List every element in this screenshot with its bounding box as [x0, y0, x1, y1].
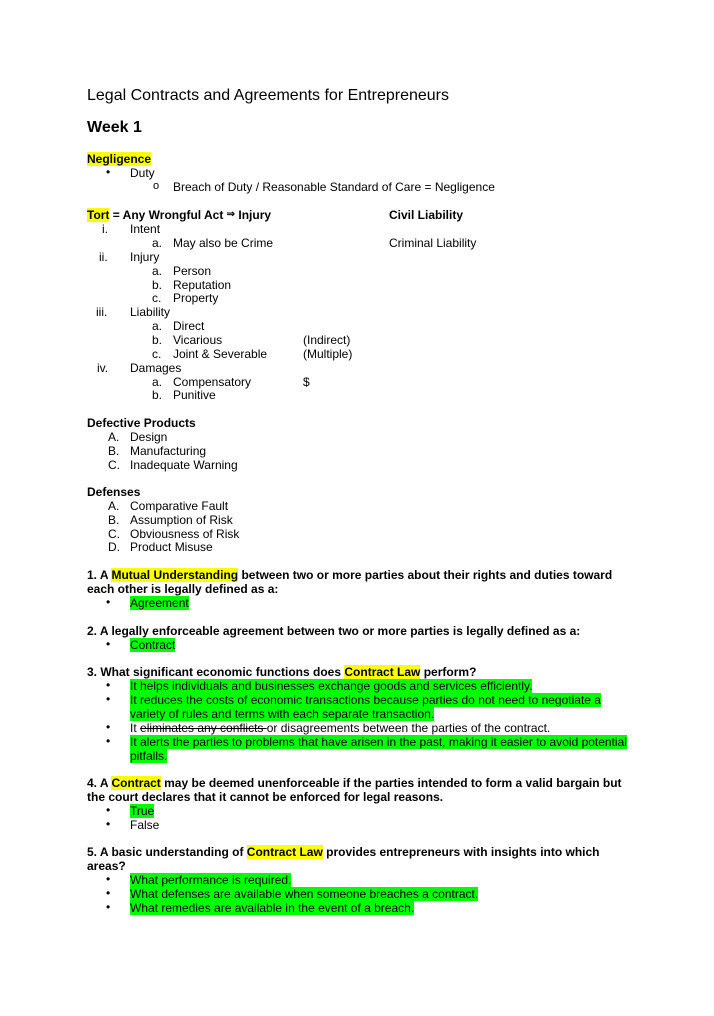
tort-item-note: (Multiple) [303, 347, 353, 361]
answer-highlight: What remedies are available in the event of a breach. [130, 901, 415, 915]
list-letter: C. [108, 527, 120, 541]
item-letter: a. [152, 264, 163, 278]
bullet-icon: • [106, 637, 111, 651]
answer-highlight: It alerts the parties to problems that have arisen in the past, making it easier to avoid potential [130, 735, 627, 749]
circle-bullet-icon: o [153, 180, 160, 192]
answer-highlight: True [130, 804, 155, 818]
tort-item: Person [173, 264, 212, 278]
question-highlight: Contract [111, 776, 161, 790]
answer-3-b-line-2 [130, 707, 434, 721]
bullet-icon: • [106, 692, 111, 706]
answer-text: It [130, 721, 141, 735]
question-text: 1. A [87, 568, 112, 582]
question-5 [87, 845, 600, 859]
answer-3-b [130, 693, 601, 707]
item-letter: b. [152, 278, 163, 292]
negligence-breach: Breach of Duty / Reasonable Standard of Care = Negligence [173, 180, 495, 194]
question-4-line-2: the court declares that it cannot be enforced for legal reasons. [87, 790, 444, 804]
tort-item: Punitive [173, 388, 216, 402]
question-1-line-2: each other is legally defined as a: [87, 582, 279, 596]
list-item: Product Misuse [130, 540, 213, 554]
list-letter: D. [108, 540, 120, 554]
bullet-icon: • [106, 595, 111, 609]
tort-section-label: Liability [130, 305, 171, 319]
list-item: Manufacturing [130, 444, 207, 458]
question-text: between two or more parties about their rights and duties toward [238, 568, 613, 582]
document-title: Legal Contracts and Agreements for Entrepreneurs [87, 87, 449, 104]
question-2: 2. A legally enforceable agreement between two or more parties is legally defined as a: [87, 624, 581, 638]
item-letter: c. [152, 347, 162, 361]
tort-item: Reputation [173, 278, 232, 292]
bullet-icon: • [106, 678, 111, 692]
bullet-icon: • [106, 720, 111, 734]
item-letter: a. [152, 375, 163, 389]
item-letter: a. [152, 236, 163, 250]
list-item: Assumption of Risk [130, 513, 233, 527]
tort-item: Joint & Severable [173, 347, 268, 361]
list-letter: C. [108, 458, 120, 472]
list-letter: A. [108, 499, 120, 513]
answer-highlight: pitfalls. [130, 749, 168, 763]
list-item: Comparative Fault [130, 499, 229, 513]
list-item: Obviousness of Risk [130, 527, 240, 541]
question-text: 5. A basic understanding of [87, 845, 247, 859]
tort-section-label: Intent [130, 222, 161, 236]
answer-5-a [130, 873, 291, 887]
week-heading: Week 1 [87, 119, 142, 136]
question-3 [87, 665, 476, 679]
answer-4-false: False [130, 818, 160, 832]
tort-item: May also be Crime [173, 236, 274, 250]
roman-numeral: iii. [96, 305, 108, 319]
question-highlight: Contract Law [246, 845, 323, 859]
answer-3-d [130, 735, 627, 749]
question-text: provides entrepreneurs with insights into which [322, 845, 600, 859]
bullet-icon: • [106, 872, 111, 886]
bullet-icon: • [106, 165, 111, 179]
tort-section-label: Damages [130, 361, 182, 375]
answer-3-c [130, 721, 550, 735]
tort-item-note: $ [303, 375, 310, 389]
answer-3-d-line-2 [130, 749, 167, 763]
bullet-icon: • [106, 803, 111, 817]
answer-highlight: Contract [130, 638, 176, 652]
question-text: 4. A [87, 776, 112, 790]
list-item: Design [130, 430, 168, 444]
question-4 [87, 776, 622, 790]
negligence-highlight: Negligence [87, 152, 152, 166]
negligence-heading [87, 152, 151, 166]
answer-5-b [130, 887, 478, 901]
strikethrough-text: eliminates any conflicts [140, 721, 267, 735]
answer-3-a [130, 679, 532, 693]
question-5-line-2: areas? [87, 859, 126, 873]
list-item: Inadequate Warning [130, 458, 238, 472]
answer-highlight: What performance is required. [130, 873, 292, 887]
question-highlight: Mutual Understanding [111, 568, 239, 582]
item-letter: b. [152, 333, 163, 347]
tort-definition: = Any Wrongful Act [109, 208, 227, 222]
answer-highlight: It helps individuals and businesses exchange goods and services efficiently. [130, 679, 533, 693]
question-text: 3. What significant economic functions does [87, 665, 345, 679]
civil-liability: Civil Liability [389, 208, 464, 222]
roman-numeral: i. [102, 222, 108, 236]
bullet-icon: • [106, 886, 111, 900]
tort-item: Direct [173, 319, 205, 333]
criminal-liability: Criminal Liability [389, 236, 477, 250]
negligence-duty: Duty [130, 166, 155, 180]
item-letter: c. [152, 291, 162, 305]
answer-4-true [130, 804, 154, 818]
list-letter: A. [108, 430, 120, 444]
answer-highlight: What defenses are available when someone breaches a contract. [130, 887, 479, 901]
answer-highlight: variety of rules and terms with each separate transaction. [130, 707, 435, 721]
answer-text: or disagreements between the parties of the contract. [266, 721, 551, 735]
answer-highlight: It reduces the costs of economic transactions because parties do not need to negotiate a [130, 693, 601, 707]
bullet-icon: • [106, 817, 111, 831]
tort-highlight: Tort [87, 208, 110, 222]
defective-products-heading: Defective Products [87, 416, 196, 430]
bullet-icon: • [106, 900, 111, 914]
question-highlight: Contract Law [344, 665, 421, 679]
item-letter: a. [152, 319, 163, 333]
tort-heading [87, 208, 271, 222]
question-text: perform? [420, 665, 477, 679]
tort-item-note: (Indirect) [303, 333, 351, 347]
tort-item: Vicarious [173, 333, 223, 347]
tort-injury: Injury [235, 208, 272, 222]
defenses-heading: Defenses [87, 485, 141, 499]
answer-highlight: Agreement [130, 596, 189, 610]
tort-item: Compensatory [173, 375, 252, 389]
answer-5-c [130, 901, 414, 915]
list-letter: B. [108, 513, 120, 527]
list-letter: B. [108, 444, 120, 458]
question-1 [87, 568, 612, 582]
question-text: may be deemed unenforceable if the parties intended to form a valid bargain but [160, 776, 622, 790]
item-letter: b. [152, 388, 163, 402]
tort-section-label: Injury [130, 250, 160, 264]
roman-numeral: ii. [99, 250, 108, 264]
arrow-right-icon: ⇒ [226, 209, 236, 220]
tort-item: Property [173, 291, 219, 305]
answer-1 [130, 596, 189, 610]
roman-numeral: iv. [97, 361, 109, 375]
answer-2 [130, 638, 175, 652]
bullet-icon: • [106, 734, 111, 748]
